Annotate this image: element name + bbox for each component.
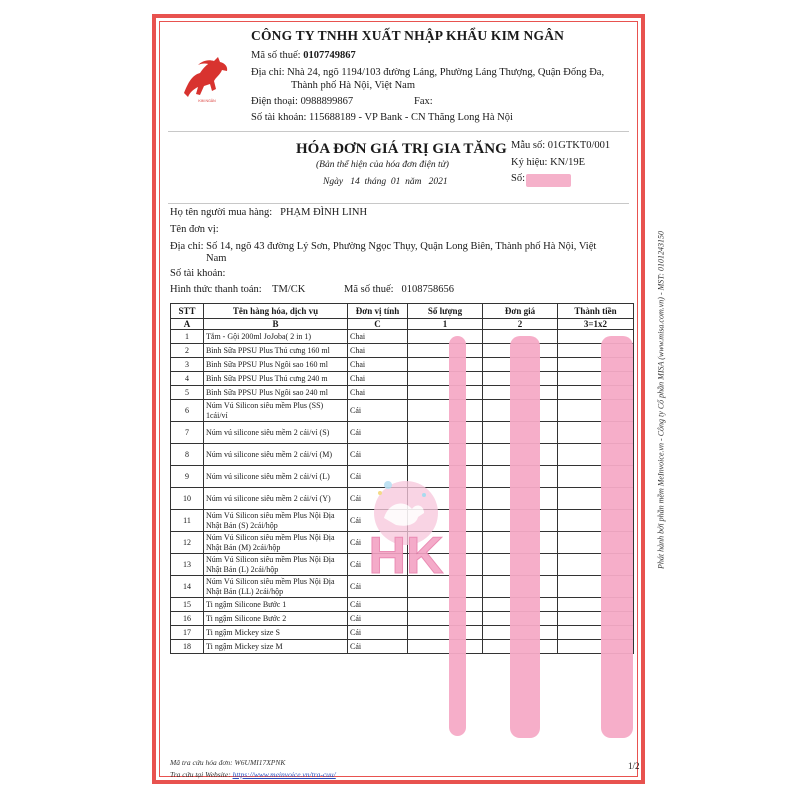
lookup-site-line: [170, 770, 336, 779]
row-unit: Cái: [348, 640, 408, 654]
row-item-name: Ti ngậm Silicone Bước 1: [204, 598, 348, 612]
table-row: [171, 372, 634, 386]
buyer-unit-label: Tên đơn vị:: [170, 224, 219, 235]
seller-address-line1: [251, 67, 604, 78]
svg-text:KIM NGÂN: KIM NGÂN: [198, 99, 216, 103]
buyer-address-text1: Số 14, ngõ 43 đường Lý Sơn, Phường Ngọc Thụy, Quận Long Biên, Thành phố Hà Nội, Việt: [206, 241, 597, 252]
seller-account-line: [251, 112, 513, 123]
row-stt: 4: [171, 372, 204, 386]
buyer-address-line2: Nam: [206, 253, 227, 264]
table-row: [171, 358, 634, 372]
row-stt: 16: [171, 612, 204, 626]
date-prefix: Ngày: [323, 177, 344, 187]
invoice-subtitle: (Bản thể hiện của hóa đơn điện tử): [316, 160, 449, 170]
row-stt: 12: [171, 532, 204, 554]
row-stt: 15: [171, 598, 204, 612]
row-stt: 2: [171, 344, 204, 358]
table-row: [171, 330, 634, 344]
lookup-code: W6UMI17XPNK: [234, 758, 286, 767]
header-stt: STT: [171, 304, 204, 319]
table-row: [171, 626, 634, 640]
seller-phone-label: Điện thoại:: [251, 96, 298, 107]
invoice-date: [323, 177, 448, 187]
row-stt: 10: [171, 488, 204, 510]
date-month: 01: [390, 177, 401, 187]
row-unit: Chai: [348, 372, 408, 386]
row-unit: Cái: [348, 510, 408, 532]
symbol-value: KN/19E: [550, 157, 586, 168]
buyer-tax-line: [344, 284, 454, 295]
row-quantity: [408, 612, 483, 626]
header-unit: Đơn vị tính: [348, 304, 408, 319]
symbol-line: [511, 157, 585, 168]
date-year: 2021: [428, 177, 448, 187]
row-stt: 5: [171, 386, 204, 400]
table-row: [171, 386, 634, 400]
seller-address-line2: Thành phố Hà Nội, Việt Nam: [291, 80, 415, 91]
table-header-row: [171, 304, 634, 319]
row-quantity: [408, 444, 483, 466]
seller-account: 115688189 - VP Bank - CN Thăng Long Hà Nội: [309, 112, 513, 123]
row-item-name: Bình Sữa PPSU Plus Ngôi sao 240 ml: [204, 386, 348, 400]
row-unit: Cái: [348, 400, 408, 422]
seller-address-label: Địa chỉ:: [251, 67, 285, 78]
seller-tax-label: Mã số thuế:: [251, 50, 301, 61]
invoice-number-line: [511, 173, 525, 184]
hk-watermark-logo-icon: [366, 473, 456, 588]
table-letters-row: [171, 319, 634, 330]
lookup-site-label: Tra cứu tại Website:: [170, 770, 231, 779]
row-unit: Cái: [348, 554, 408, 576]
row-unit: Cái: [348, 422, 408, 444]
table-row: [171, 598, 634, 612]
row-stt: 7: [171, 422, 204, 444]
payment-value: TM/CK: [272, 284, 306, 295]
letter-b: B: [204, 319, 348, 330]
lookup-code-line: [170, 758, 285, 767]
header-quantity: Số lượng: [408, 304, 483, 319]
lookup-label: Mã tra cứu hóa đơn:: [170, 758, 233, 767]
seller-phone: 0988899867: [300, 96, 354, 107]
row-stt: 11: [171, 510, 204, 532]
seller-address-text1: Nhà 24, ngõ 1194/103 đường Láng, Phường Láng Thượng, Quận Đống Đa,: [287, 67, 605, 78]
invoice-sheet: [152, 14, 645, 784]
row-item-name: Bình Sữa PPSU Plus Thú cưng 160 ml: [204, 344, 348, 358]
seller-phone-line: [251, 96, 353, 107]
row-unit: Cái: [348, 576, 408, 598]
symbol-label: Ký hiệu:: [511, 157, 548, 168]
title-divider: [168, 203, 629, 204]
row-quantity: [408, 400, 483, 422]
buyer-account-label: Số tài khoản:: [170, 268, 226, 279]
row-item-name: Ti ngậm Mickey size M: [204, 640, 348, 654]
row-item-name: Núm vú silicone siêu mềm 2 cái/vỉ (L): [204, 466, 348, 488]
form-number: 01GTKT0/001: [547, 140, 611, 151]
row-stt: 13: [171, 554, 204, 576]
redacted-amount: [601, 336, 633, 738]
buyer-name-line: [170, 207, 367, 218]
header-amount: Thành tiền: [558, 304, 634, 319]
table-row: [171, 422, 634, 444]
row-stt: 9: [171, 466, 204, 488]
buyer-name: PHẠM ĐÌNH LINH: [280, 207, 368, 218]
row-quantity: [408, 386, 483, 400]
row-unit: Chai: [348, 330, 408, 344]
row-item-name: Ti ngậm Silicone Bước 2: [204, 612, 348, 626]
row-unit: Chai: [348, 358, 408, 372]
row-stt: 14: [171, 576, 204, 598]
row-item-name: Núm Vú Silicon siêu mềm Plus Nội Địa Nhật Bản (L) 2cái/hộp: [204, 554, 348, 576]
seller-tax-code: 0107749867: [303, 50, 356, 61]
letter-a: A: [171, 319, 204, 330]
side-note: Phát hành bởi phần mềm MeInvoice.vn - Công ty Cổ phần MISA (www.misa.com.vn) - MST: 0101243150: [656, 231, 666, 569]
row-unit: Cái: [348, 444, 408, 466]
row-unit: Cái: [348, 626, 408, 640]
buyer-address-label: Địa chỉ:: [170, 241, 204, 252]
row-item-name: Tắm - Gội 200ml JoJoba( 2 in 1): [204, 330, 348, 344]
row-unit: Cái: [348, 466, 408, 488]
row-item-name: Núm Vú Silicon siêu mềm Plus Nội Địa Nhật Bản (S) 2cái/hộp: [204, 510, 348, 532]
company-name: CÔNG TY TNHH XUẤT NHẬP KHẨU KIM NGÂN: [251, 28, 565, 43]
letter-1: 1: [408, 319, 483, 330]
row-quantity: [408, 372, 483, 386]
row-quantity: [408, 330, 483, 344]
row-unit: Chai: [348, 386, 408, 400]
row-item-name: Núm Vú Silicon siêu mềm Plus (SS) 1cái/vỉ: [204, 400, 348, 422]
row-item-name: Núm Vú Silicon siêu mềm Plus Nội Địa Nhật Bản (M) 2cái/hộp: [204, 532, 348, 554]
payment-method-line: [170, 284, 305, 295]
row-unit: Chai: [348, 344, 408, 358]
table-row: [171, 344, 634, 358]
row-unit: Cái: [348, 532, 408, 554]
row-item-name: Bình Sữa PPSU Plus Ngôi sao 160 ml: [204, 358, 348, 372]
letter-3: 3=1x2: [558, 319, 634, 330]
redacted-unit-price: [510, 336, 540, 738]
row-unit: Cái: [348, 598, 408, 612]
row-quantity: [408, 422, 483, 444]
row-stt: 18: [171, 640, 204, 654]
row-stt: 1: [171, 330, 204, 344]
table-row: [171, 640, 634, 654]
watermark-text: HK: [368, 527, 444, 585]
header-name: Tên hàng hóa, dịch vụ: [204, 304, 348, 319]
horse-logo-icon: [178, 53, 236, 103]
row-item-name: Núm vú silicone siêu mềm 2 cái/vỉ (Y): [204, 488, 348, 510]
seller-tax-line: [251, 50, 356, 61]
row-quantity: [408, 358, 483, 372]
buyer-address-line1: [170, 241, 596, 252]
form-label: Mẫu số:: [511, 140, 546, 151]
letter-2: 2: [483, 319, 558, 330]
row-stt: 17: [171, 626, 204, 640]
row-quantity: [408, 344, 483, 358]
row-quantity: [408, 640, 483, 654]
row-item-name: Núm Vú Silicon siêu mềm Plus Nội Địa Nhật Bản (LL) 2cái/hộp: [204, 576, 348, 598]
lookup-site-link[interactable]: https://www.meinvoice.vn/tra-cuu/: [232, 770, 336, 779]
buyer-tax-code: 0108758656: [401, 284, 454, 295]
row-unit: Cái: [348, 488, 408, 510]
letter-c: C: [348, 319, 408, 330]
seller-fax-label: Fax:: [414, 96, 433, 107]
date-year-label: năm: [405, 177, 422, 187]
row-item-name: Núm vú silicone siêu mềm 2 cái/vỉ (S): [204, 422, 348, 444]
redacted-number: [526, 174, 571, 187]
row-quantity: [408, 626, 483, 640]
row-stt: 3: [171, 358, 204, 372]
row-quantity: [408, 598, 483, 612]
number-label: Số:: [511, 173, 526, 184]
date-month-label: tháng: [364, 177, 387, 187]
buyer-tax-label: Mã số thuế:: [344, 284, 394, 295]
row-stt: 6: [171, 400, 204, 422]
seller-account-label: Số tài khoản:: [251, 112, 307, 123]
row-unit: Cái: [348, 612, 408, 626]
invoice-title: HÓA ĐƠN GIÁ TRỊ GIA TĂNG: [296, 141, 507, 157]
table-row: [171, 612, 634, 626]
buyer-name-label: Họ tên người mua hàng:: [170, 207, 273, 218]
header-unit-price: Đơn giá: [483, 304, 558, 319]
page-number: 1/2: [628, 761, 640, 771]
row-item-name: Núm vú silicone siêu mềm 2 cái/vỉ (M): [204, 444, 348, 466]
header-divider: [168, 131, 629, 132]
payment-label: Hình thức thanh toán:: [170, 284, 262, 295]
row-stt: 8: [171, 444, 204, 466]
form-number-line: [511, 140, 610, 151]
date-day: 14: [350, 177, 360, 187]
row-item-name: Bình Sữa PPSU Plus Thú cưng 240 m: [204, 372, 348, 386]
row-item-name: Ti ngậm Mickey size S: [204, 626, 348, 640]
table-row: [171, 444, 634, 466]
table-row: [171, 400, 634, 422]
